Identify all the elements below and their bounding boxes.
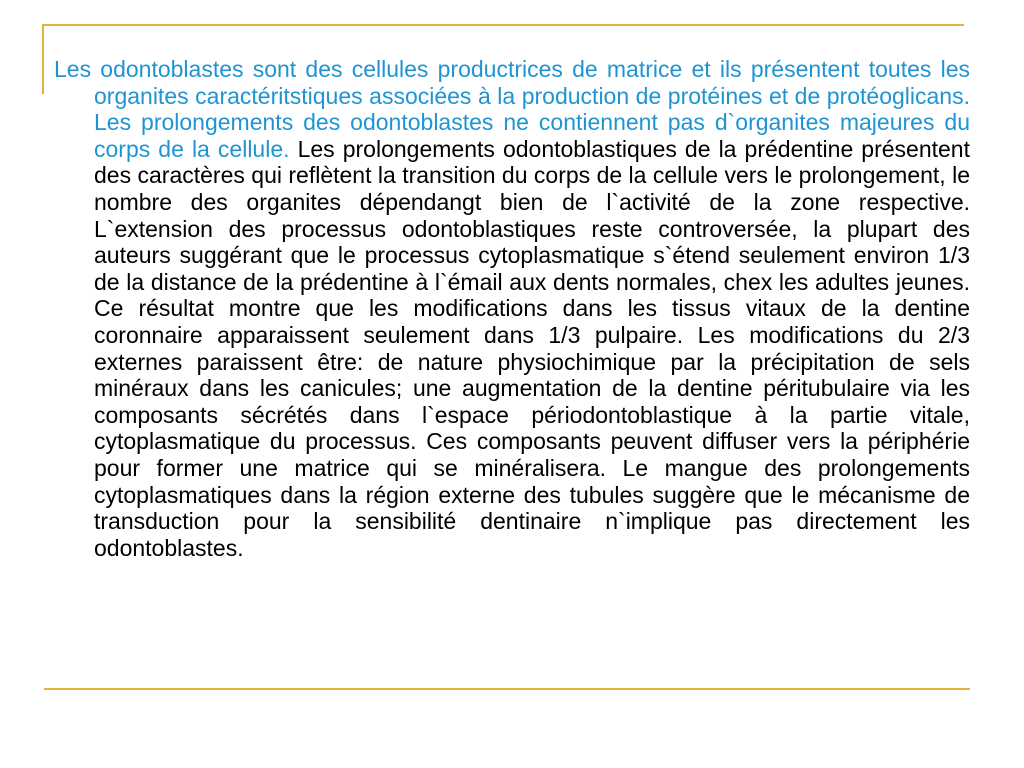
body-paragraph <box>54 56 970 561</box>
body-text: Les prolongements odontoblastiques de la prédentine présentent des caractères qui reflètent la transition du corps de la cellule vers le prolongement, le nombre des organites dépendangt bien de l`activité de la zone respective. L`extension des processus odontoblastiques reste controversée, la plupart des auteurs suggérant que le processus cytoplasmatique s`étend seulement environ 1/3 de la distance de la prédentine à l`émail aux dents normales, chex les adultes jeunes. Ce résultat montre que les modifications dans les tissus vitaux de la dentine coronnaire apparaissent seulement dans 1/3 pulpaire. Les modifications du 2/3 externes paraissent être: de nature physiochimique par la précipitation de sels minéraux dans les canicules; une augmentation de la dentine péritubulaire via les composants sécrétés dans l`espace périodontoblastique à la partie vitale, cytoplasmatique du processus. Ces composants peuvent diffuser vers la périphérie pour former une matrice qui se minéralisera. Le mangue des prolongements cytoplasmatiques dans la région externe des tubules suggère que le mécanisme de transduction pour la sensibilité dentinaire n`implique pas directement les odontoblastes. <box>94 135 970 561</box>
intro-text: Les odontoblastes sont des cellules productrices de matrice et ils présentent toutes les organites caractéritstiques associées à la production de protéines et de protéoglicans. Les prolongements des odontoblastes ne contiennent pas d`organites majeures du corps de la cellule. <box>54 56 970 162</box>
left-accent-rule <box>42 24 44 94</box>
top-accent-rule <box>42 24 964 26</box>
bottom-accent-rule <box>44 688 970 690</box>
